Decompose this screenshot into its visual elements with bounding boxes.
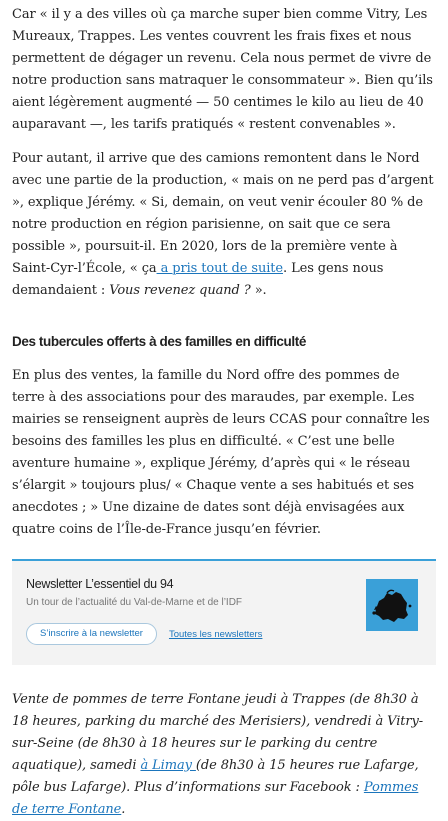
paragraph-2-text-cont: . Les gens nous demandaient : [12,261,384,298]
paragraph-2 [12,148,436,302]
paragraph-3-text: En plus des ventes, la famille du Nord offre des pommes de terre à des associations pour des maraudes, par exemple. Les mairies se renseignent auprès de leurs CCAS pour connaître les besoins des familles les plus en difficulté. « C’est une belle aventure humaine », explique Jérémy, d’après qui « le réseau s’élargit » toujours plus/ « Chaque vente a ses habitués et ses anecdotes ; » Une dizaine de dates sont déjà envisagées aux quatre coins de l’Île-de-France jusqu’en février. [12,368,430,537]
section-title: Des tubercules offerts à des familles en difficulté [12,334,306,349]
footer-note-text-cont: (de 8h30 à 15 heures rue Lafarge, pôle bus Lafarge). Plus d’informations sur Facebook : [12,758,419,795]
facebook-pommes-de-terre-link[interactable]: Pommes de terre Fontane [12,780,419,817]
newsletter-actions [26,623,422,645]
paragraph-3 [12,365,436,541]
newsletter-subtitle: Un tour de l’actualité du Val-de-Marne et de l’IDF [26,597,243,608]
all-newsletters-link[interactable]: Toutes les newsletters [168,628,263,640]
pris-tout-de-suite-link[interactable]: a pris tout de suite [156,261,283,276]
footer-note [12,689,436,821]
paragraph-1 [12,0,436,136]
paragraph-2-quote: Vous revenez quand ? [109,283,251,298]
paragraph-1-text: Car « il y a des villes où ça marche super bien comme Vitry, Les Mureaux, Trappes. Les ventes couvrent les frais fixes et nous permettent de dégager un revenu. Cela nous permet de vivre de notre production sans matraquer le consommateur ». Bien qu’ils aient légèrement augmenté — 50 centimes le kilo au lieu de 40 auparavant —, les tarifs pratiqués « restent convenables ». [12,7,433,132]
newsletter-title: Newsletter L’essentiel du 94 [26,577,174,591]
footer-note-end: . [121,802,126,817]
val-de-marne-map-svg [366,579,418,631]
subscribe-newsletter-button[interactable]: S’inscrire à la newsletter [26,623,157,645]
paragraph-2-end: ». [250,283,267,298]
paragraph-2-text: Pour autant, il arrive que des camions remontent dans le Nord avec une partie de la production, « mais on ne perd pas d’argent », explique Jérémy. « Si, demain, on veut venir écouler 80 % de notre production en région parisienne, on sait que ce sera possible », poursuit-il. En 2020, lors de la première vente à Saint-Cyr-l’École, « ça [12,151,434,276]
newsletter-box [12,559,436,665]
limay-link[interactable]: à Limay [140,758,196,773]
footer-note-text: Vente de pommes de terre Fontane jeudi à Trappes (de 8h30 à 18 heures, parking du marché des Merisiers), vendredi à Vitry-sur-Seine (de 8h30 à 18 heures sur le parking du centre aquatique), samedi [12,692,424,773]
val-de-marne-map-icon [366,579,418,631]
